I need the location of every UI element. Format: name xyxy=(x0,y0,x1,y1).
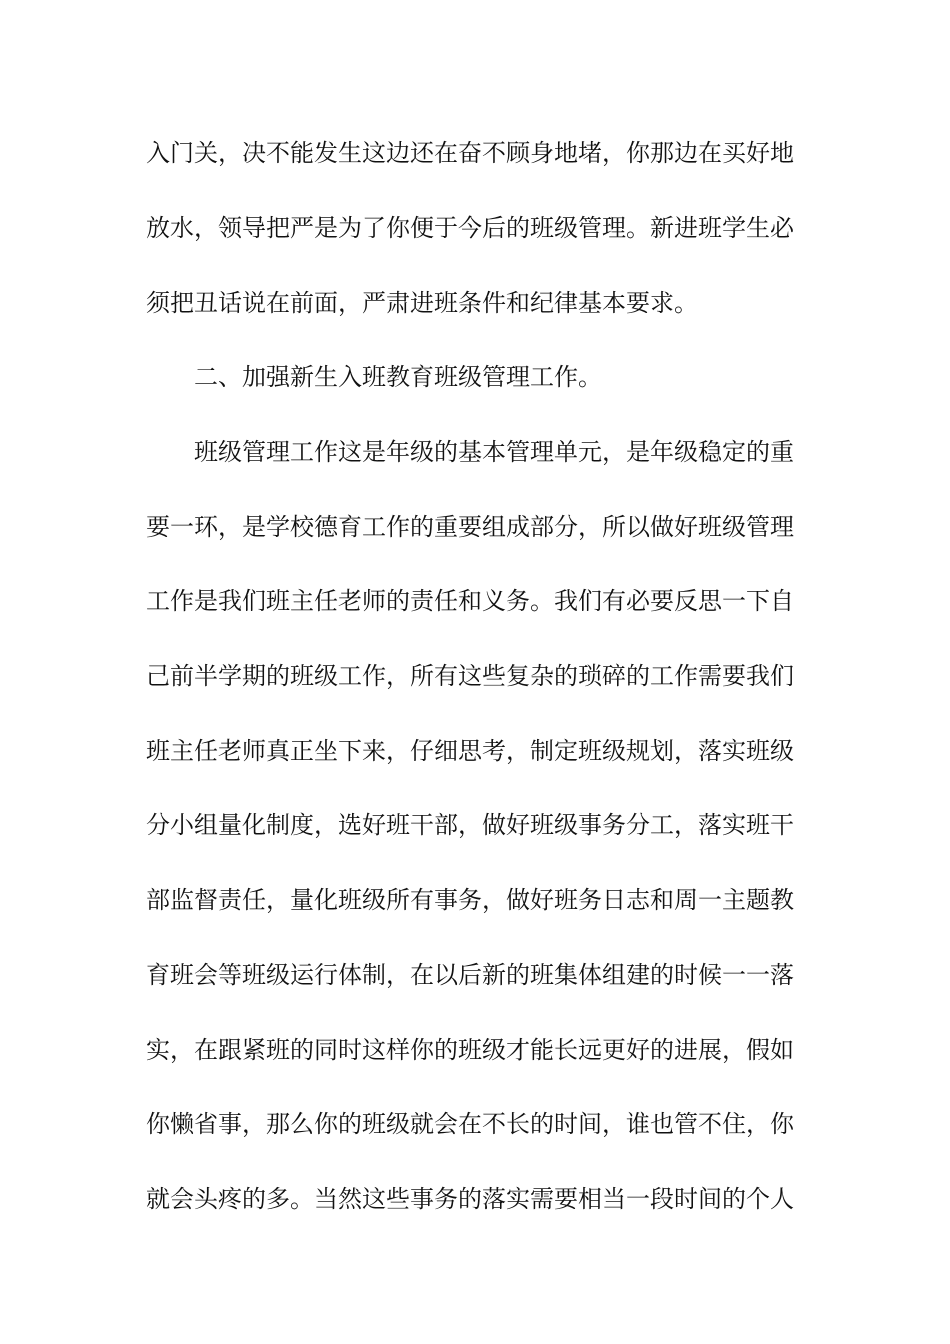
text-line: 就会头疼的多。当然这些事务的落实需要相当一段时间的个人 xyxy=(146,1185,794,1213)
text-line: 你懒省事，那么你的班级就会在不长的时间，谁也管不住，你 xyxy=(146,1110,794,1138)
text-line: 班级管理工作这是年级的基本管理单元，是年级稳定的重 xyxy=(194,438,794,466)
text-line: 实，在跟紧班的同时这样你的班级才能长远更好的进展，假如 xyxy=(146,1036,794,1064)
text-line: 育班会等班级运行体制，在以后新的班集体组建的时候一一落 xyxy=(146,961,794,989)
text-line: 部监督责任，量化班级所有事务，做好班务日志和周一主题教 xyxy=(146,886,794,914)
text-line: 须把丑话说在前面，严肃进班条件和纪律基本要求。 xyxy=(146,289,698,317)
text-line: 己前半学期的班级工作，所有这些复杂的琐碎的工作需要我们 xyxy=(146,662,794,690)
text-line: 分小组量化制度，选好班干部，做好班级事务分工，落实班干 xyxy=(146,811,794,839)
text-line: 班主任老师真正坐下来，仔细思考，制定班级规划，落实班级 xyxy=(146,737,794,765)
text-line: 放水，领导把严是为了你便于今后的班级管理。新进班学生必 xyxy=(146,214,794,242)
text-line: 工作是我们班主任老师的责任和义务。我们有必要反思一下自 xyxy=(146,587,794,615)
section-heading: 二、加强新生入班教育班级管理工作。 xyxy=(194,363,602,391)
text-line: 要一环，是学校德育工作的重要组成部分，所以做好班级管理 xyxy=(146,513,794,541)
text-line: 入门关，决不能发生这边还在奋不顾身地堵，你那边在买好地 xyxy=(146,139,794,167)
